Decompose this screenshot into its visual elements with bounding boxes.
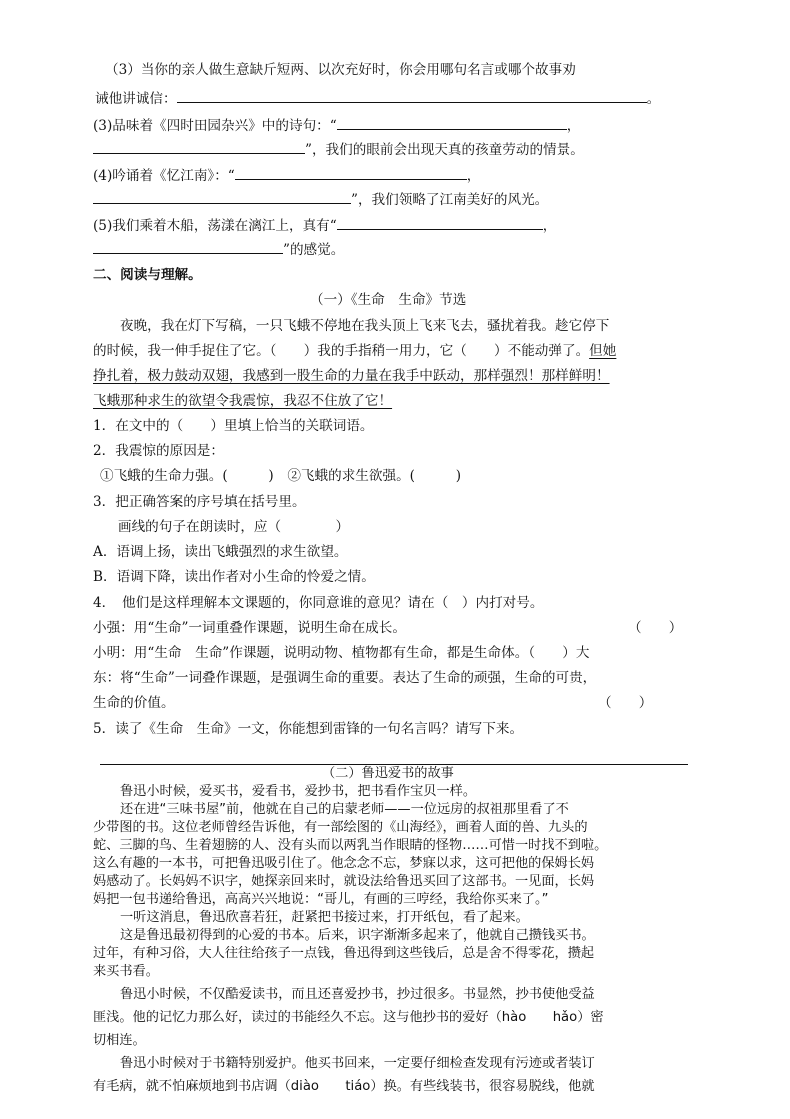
story-line: 蛇、三脚的鸟、生着翅膀的人、没有头而以两乳当作眼睛的怪物……可惜一时找不到啦。: [93, 838, 608, 853]
question-2-options: ①飞蛾的生命力强。( ) ②飞蛾的求生欲强。( ): [100, 468, 462, 484]
opinion-dadong-end: 生命的价值。: [93, 695, 175, 711]
question-3-label: 诫他讲诚信：: [95, 91, 177, 107]
question-3-line1: （3）当你的亲人做生意缺斤短两、以次充好时，你会用哪句名言或哪个故事劝: [105, 62, 576, 78]
option-b: B．语调下降，读出作者对小生命的怜爱之情。: [93, 569, 375, 585]
story-line: 少带图的书。这位老师曾经告诉他，有一部绘图的《山海经》，画着人面的兽、九头的: [93, 820, 588, 835]
story-line: 切相连。: [93, 1033, 146, 1048]
story-line: 有毛病，就不怕麻烦地到书店调（diào tiáo）换。有些线装书，很容易脱线，他就: [93, 1079, 595, 1094]
poem-4-line2: ”，我们领略了江南美好的风光。: [93, 189, 548, 210]
answer-blank[interactable]: [93, 139, 305, 154]
story-line: 妈把一包书递给鲁迅，高高兴兴地说：“哥儿，有画的三哼经，我给你买来了。”: [93, 892, 549, 907]
story-line: 鲁迅小时候，不仅酷爱读书，而且还喜爱抄书，抄过很多。书显然，抄书使他受益: [120, 987, 595, 1002]
story-line: 这是鲁迅最初得到的心爱的书本。后来，识字渐渐多起来了，他就自己攒钱买书。: [120, 928, 595, 943]
answer-blank[interactable]: [337, 215, 543, 230]
story-line: 过年，有种习俗，大人往往给孩子一点钱，鲁迅得到这些钱后，总是舍不得零花，攒起: [93, 946, 595, 961]
answer-bracket[interactable]: （ ）: [628, 620, 683, 636]
story-line: 来买书看。: [93, 964, 159, 979]
underlined-passage-line: 飞蛾那种求生的欲望令我震惊，我忍不住放了它！: [93, 393, 393, 409]
answer-blank[interactable]: [235, 165, 467, 180]
story-line: 妈感动了。长妈妈不识字，她探亲回来时，就设法给鲁迅买回了这部书。一见面，长妈: [93, 874, 595, 889]
passage-title: （一）《生命 生命》节选: [310, 292, 467, 308]
question-3-prompt: 画线的句子在朗读时，应（ ）: [118, 519, 350, 535]
answer-bracket[interactable]: （ ）: [598, 695, 653, 711]
question-3: 3．把正确答案的序号填在括号里。: [93, 494, 306, 510]
underlined-text: 但她: [589, 343, 617, 359]
poem-3-line1: (3)品味着《四时田园杂兴》中的诗句：“ ，: [93, 115, 580, 136]
poem-5-line2: ”的感觉。: [93, 239, 344, 260]
story-line: 一听这消息，鲁迅欣喜若狂，赶紧把书接过来，打开纸包，看了起来。: [120, 910, 529, 925]
question-1: 1．在文中的（ ）里填上恰当的关联词语。: [93, 418, 374, 434]
story-line: 鲁迅小时候对于书籍特别爱护。他买书回来，一定要仔细检查发现有污迹或者装订: [120, 1056, 595, 1071]
story-line: 匪浅。他的记忆力那么好，读过的书能经久不忘。这与他抄书的爱好（hào hǎo）密: [93, 1010, 604, 1025]
option-a: A．语调上扬，读出飞蛾强烈的求生欲望。: [93, 544, 348, 560]
question-3-line2: 诫他讲诚信： 。: [95, 88, 660, 109]
story-line: 这么有趣的一本书，可把鲁迅吸引住了。他念念不忘，梦寐以求，这可把他的保姆长妈: [93, 856, 595, 871]
answer-blank[interactable]: [93, 189, 351, 204]
poem-3-line2: ”，我们的眼前会出现天真的孩童劳动的情景。: [93, 139, 584, 160]
question-5: 5．读了《生命 生命》一文，你能想到雷锋的一句名言吗？请写下来。: [93, 721, 524, 737]
story-title: （二）鲁迅爱书的故事: [322, 766, 454, 781]
underlined-passage-line: 挣扎着，极力鼓动双翅，我感到一股生命的力量在我手中跃动，那样强烈！那样鲜明！: [93, 368, 610, 384]
question-4: 4． 他们是这样理解本文课题的，你同意谁的意见？请在（ ）内打对号。: [93, 595, 544, 611]
passage-line: 夜晚，我在灯下写稿，一只飞蛾不停地在我头顶上飞来飞去，骚扰着我。趁它停下: [120, 318, 610, 334]
question-2: 2．我震惊的原因是：: [93, 443, 224, 459]
opinion-dadong: 东：将“生命”一词叠作课题，是强调生命的重要。表达了生命的顽强，生命的可贵，: [93, 670, 597, 686]
answer-blank[interactable]: [93, 239, 283, 254]
poem-4-line1: (4)吟诵着《忆江南》：“ ，: [93, 165, 480, 186]
poem-5-line1: (5)我们乘着木船，荡漾在漓江上，真有“ ，: [93, 215, 556, 236]
answer-blank[interactable]: [337, 115, 567, 130]
section-heading: 二、阅读与理解。: [93, 267, 202, 283]
answer-blank[interactable]: [177, 88, 647, 103]
opinion-xiaoqiang: 小强：用“生命”一词重叠作课题，说明生命在成长。: [93, 620, 406, 636]
passage-line: 的时候，我一伸手捉住了它。（ ）我的手指稍一用力，它（ ）不能动弹了。但她: [93, 343, 617, 359]
story-line: 鲁迅小时候，爱买书，爱看书，爱抄书，把书看作宝贝一样。: [120, 784, 477, 799]
opinion-xiaoming: 小明：用“生命 生命”作课题，说明动物、植物都有生命，都是生命体。（ ）大: [93, 645, 590, 661]
story-line: 还在进“三味书屋”前，他就在自己的启蒙老师——一位远房的叔祖那里看了不: [120, 802, 569, 817]
